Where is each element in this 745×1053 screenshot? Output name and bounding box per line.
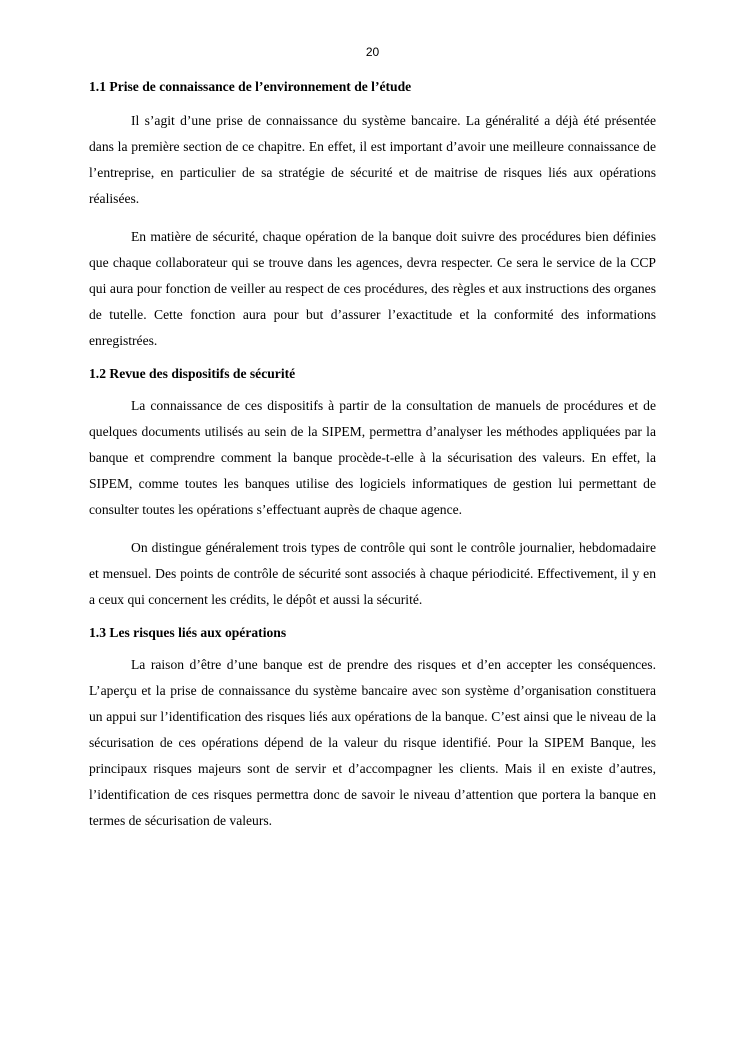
page-number: 20: [365, 45, 380, 59]
paragraph: En matière de sécurité, chaque opération de la banque doit suivre des procédures bien définies que chaque collaborateur qui se trouve dans les agences, devra respecter. Ce sera le service de la CCP qui aura pour fonction de veiller au respect de ces procédures, des règles et aux instructions des organes de tutelle. Cette fonction aura pour but d’assurer l’exactitude et la conformité des informations enregistrées.: [89, 229, 656, 348]
section-heading: 1.3 Les risques liés aux opérations: [89, 625, 287, 640]
paragraph: On distingue généralement trois types de contrôle qui sont le contrôle journalier, hebdomadaire et mensuel. Des points de contrôle de sécurité sont associés à chaque périodicité. Effectivement, il y en a ceux qui concernent les crédits, le dépôt et aussi la sécurité.: [89, 540, 656, 607]
paragraph: Il s’agit d’une prise de connaissance du système bancaire. La généralité a déjà été présentée dans la première section de ce chapitre. En effet, il est important d’avoir une meilleure connaissance de l’entreprise, en particulier de sa stratégie de sécurité et de maitrise de risques liés aux opérations réalisées.: [89, 113, 656, 206]
paragraph: La connaissance de ces dispositifs à partir de la consultation de manuels de procédures et de quelques documents utilisés au sein de la SIPEM, permettra d’analyser les méthodes appliquées par la banque et comprendre comment la banque procède-t-elle à la sécurisation des valeurs. En effet, la SIPEM, comme toutes les banques utilise des logiciels informatiques de gestion lui permettant de consulter toutes les opérations s’effectuant auprès de chaque agence.: [89, 398, 656, 517]
section-heading: 1.1 Prise de connaissance de l’environnement de l’étude: [89, 79, 412, 94]
paragraph: La raison d’être d’une banque est de prendre des risques et d’en accepter les conséquences. L’aperçu et la prise de connaissance du système bancaire avec son système d’organisation constituera un appui sur l’identification des risques liés aux opérations de la banque. C’est ainsi que le niveau de la sécurisation de ces opérations dépend de la valeur du risque identifié. Pour la SIPEM Banque, les principaux risques majeurs sont de servir et d’accompagner les clients. Mais il en existe d’autres, l’identification de ces risques permettra donc de savoir le niveau d’attention que portera la banque en termes de sécurisation de valeurs.: [89, 657, 656, 828]
document-body: [89, 77, 656, 834]
section-heading: 1.2 Revue des dispositifs de sécurité: [89, 366, 296, 381]
